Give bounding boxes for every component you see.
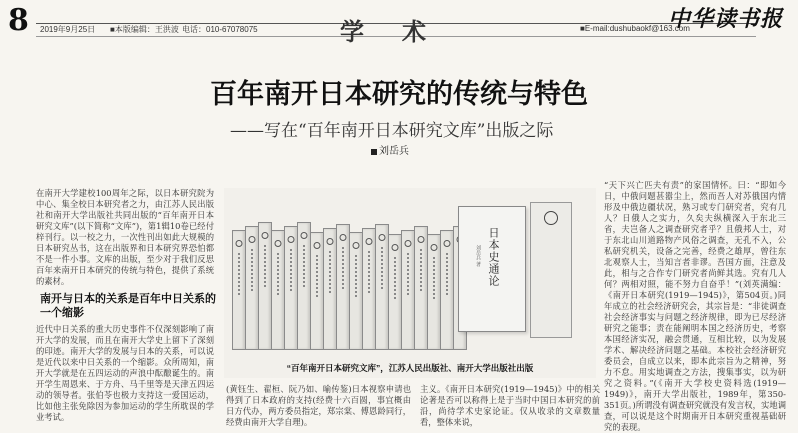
spine-emblem-icon [314,242,321,249]
spine-title-mark [238,253,240,295]
spine-emblem-icon [249,236,256,243]
page-number: 8 [8,3,29,38]
spine-title-mark [251,249,253,291]
book-spine [232,230,246,350]
photo-caption: “百年南开日本研究文库”，江苏人民出版社、南开大学出版社出版 [286,363,534,373]
book-spine [349,232,363,350]
spine-title-mark [329,251,331,293]
book-spine [440,230,454,350]
section-heading: 南开与日本的关系是百年中日关系的一个缩影 [40,292,216,319]
newspaper-masthead: 中华读书报 [668,6,784,32]
book-front-title: 日本史通论 [487,227,500,287]
spine-emblem-icon [327,238,334,245]
spine-title-mark [277,253,279,295]
spine-emblem-icon [405,240,412,247]
book-spine [427,234,441,350]
spine-title-mark [420,249,422,291]
spine-emblem-icon [262,232,269,239]
book-spine [284,226,298,350]
book-spine [375,224,389,350]
spine-title-mark [290,249,292,291]
right-column-text: “天下兴亡匹夫有责”的家国情怀。曰：“即如今日，中俄问题甚嚣尘上，然而吾人对苏俄国内情形及中俄边疆状况，熟习或专门研究者，究有几人？日俄人之实力，久矣夫纵横深入于东北三省，夫岂备人之调查研究者乎？且俄邦人士，对于东北山川道路物产风俗之调查，无孔不入，公私研究机关，设备之完善，经费之雄厚，曾往东北观察人士，当知言者非谬。吾国方面，注意及此，相与之合作专门研究者尚鲜其选。究有几人何？两相对照，能不努力自奋乎！”(刘英满编：《南开日本研究(1919—1945)》，第504页。)同年成立的社会经济研究会，其宗旨是：“非徒调查社会经济事实与问题之经济规律，即为已尽经济研究之能事；责在能阐明本国之经济历史，考察本国经济实况，融会贯通，互相比较，以为发展学术、解决经济问题之基础。本校社会经济研究委员会，自成立以来，即本此宗旨为之精神，努力不怠。用实地调查之方法，搜集事实，以为研究之资料。”(《南开大学校史资料选(1919—1949)》，南开大学出版社，1989年，第350-351页。)所谓没有调查研究就没有发言权，实地调查，可以说是这个时期南开日本研究重视基础研究的表现。 [604,180,786,432]
spine-emblem-icon [236,240,243,247]
book-spine [388,234,402,350]
book-series-photo [224,188,596,378]
spine-emblem-icon [275,240,282,247]
section-editor: ■本版编辑：王洪波 [110,25,179,34]
author-name: 刘岳兵 [379,146,409,157]
byline-square-icon [371,149,377,155]
spine-emblem-icon [392,244,399,251]
spine-emblem-icon [418,236,425,243]
university-emblem-icon [544,211,558,225]
issue-date: 2019年9月25日 [40,25,96,34]
book-spine [362,228,376,350]
book-spine [323,228,337,350]
spine-emblem-icon [444,240,451,247]
section-title: 学术 [340,17,464,46]
spine-title-mark [381,247,383,289]
spine-emblem-icon [288,236,295,243]
article-title: 百年南开日本研究的传统与特色 [210,79,588,110]
spine-title-mark [355,255,357,297]
book-spine [336,224,350,350]
spine-title-mark [342,247,344,289]
book-spine [414,226,428,350]
spine-title-mark [303,245,305,287]
spine-emblem-icon [340,234,347,241]
bottom-paragraph-left: (黄钰生、翟桓、阮乃如、喻传鉴)日本视察申请也得到了日本政府的支持(经费十六百圆，事宜概由日方代办，两方委员指定，郑宗棠、傅恩龄同行，经费由南开大学自理)。 [226,384,411,427]
spine-title-mark [433,257,435,299]
spine-title-mark [264,245,266,287]
spine-title-mark [368,251,370,293]
spine-title-mark [394,257,396,299]
spine-emblem-icon [301,232,308,239]
book-spine [401,230,415,350]
spine-emblem-icon [353,242,360,249]
intro-paragraph: 在南开大学建校100周年之际，以日本研究院为中心、集全校日本研究者之力，由江苏人民出版社和南开大学出版社共同出版的“百年南开日本研究文库”(以下简称“文库”)，第1辑10卷已经付梓刊行。以一校之力，一次性刊出如此大规模的日本研究丛书，这在出版界和日本研究界恐怕都不是一件小事。文库的出版，至少对于我们反思百年来南开日本研究的传统与特色，提供了系统的素材。 [36,188,214,286]
book-spine [297,222,311,350]
book-side-cover [530,202,572,338]
book-spine [258,222,272,350]
spine-emblem-icon [431,244,438,251]
article-subtitle: ——写在“百年南开日本研究文库”出版之际 [230,121,554,141]
spine-title-mark [446,253,448,295]
book-front-cover [458,206,526,332]
book-spine [245,226,259,350]
spine-emblem-icon [379,234,386,241]
book-spine [271,230,285,350]
book-front-author: 刘岳兵 著 [475,245,481,267]
spine-emblem-icon [366,238,373,245]
byline [371,142,409,157]
editor-phone: 电话：010-67078075 [182,25,258,34]
spine-title-mark [316,255,318,297]
spine-title-mark [407,253,409,295]
body-paragraph: 近代中日关系的重大历史事件不仅深刻影响了南开大学的发展，而且在南开大学史上留下了深刻的印迹。南开大学的发展与日本的关系，可以说是近代以来中日关系的一个缩影。众所周知，南开大学就是在五四运动的声浪中酝酿诞生的。南开学生周恩来、于方舟、马千里等是天津五四运动的领导者。张伯苓也极力支持这一爱国运动，比如他主张免除因为参加运动的学生所耽误的学业考试。 [36,324,214,422]
bottom-paragraph-right: 主义。《南开日本研究(1919—1945)》中的相关论著是否可以称得上是于当时中国日本研究的前沿，尚待学术史家论证。仅从收录的文章数量看，整体来说， [420,384,600,427]
editor-email: ■E-mail:dushubaokf@163.com [580,24,690,33]
book-spine [310,232,324,350]
